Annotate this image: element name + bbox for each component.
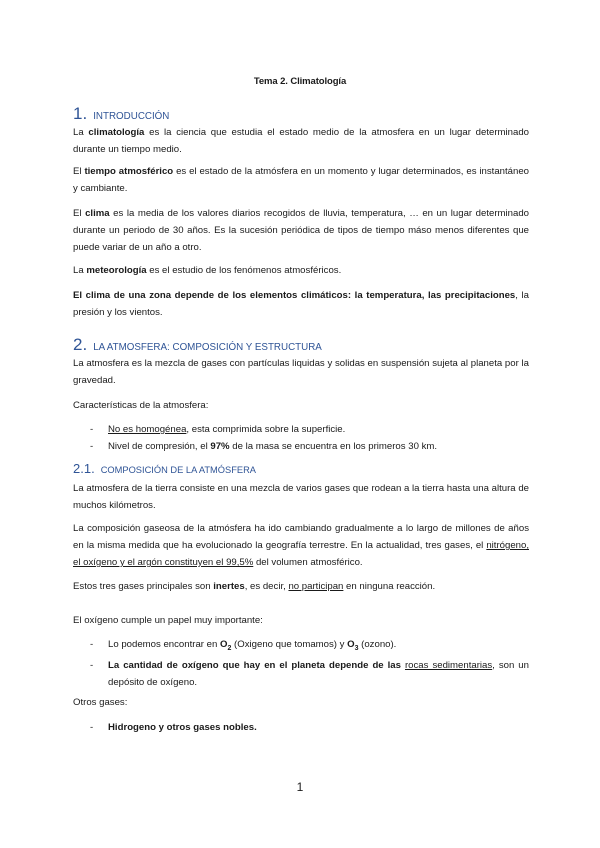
- list-caracteristicas: [73, 421, 529, 455]
- bold-term: clima: [85, 208, 110, 219]
- text: es la media de los valores diarios recogidos de lluvia, temperatura, … en un lugar determinado durante un periodo de 30 años. Es la sucesión periódica de tipos de tiempo máso menos diferentes que puede variar de un año a otro.: [73, 208, 529, 253]
- text: Otros gases:: [73, 697, 128, 708]
- text: El: [73, 208, 86, 219]
- paragraph-composicion-gaseosa: [73, 520, 529, 571]
- list-item: [73, 636, 529, 657]
- bold-text: Hidrogeno y otros gases nobles.: [108, 722, 257, 733]
- bold-term: tiempo atmosférico: [84, 166, 174, 177]
- text: (Oxigeno que tomamos) y: [231, 639, 348, 650]
- page-number: 1: [296, 780, 304, 794]
- text: , son un depósito de oxígeno.: [108, 659, 529, 688]
- list-item: [73, 438, 529, 455]
- text: La: [73, 127, 89, 138]
- text: Características de la atmosfera:: [73, 400, 209, 411]
- heading-number: 2.1.: [73, 461, 95, 476]
- paragraph-elementos-climaticos: [73, 287, 529, 321]
- heading-text: LA ATMOSFERA: COMPOSICIÓN Y ESTRUCTURA: [93, 342, 322, 353]
- text: Estos tres gases principales son: [73, 581, 214, 592]
- paragraph-tiempo-atmosferico: [73, 163, 529, 197]
- paragraph-clima: [73, 205, 529, 256]
- text: , esta comprimida sobre la superficie.: [186, 424, 346, 435]
- bold-term: O: [220, 639, 228, 650]
- text: El: [73, 166, 85, 177]
- subscript: 3: [354, 644, 359, 652]
- subscript: 2: [227, 644, 232, 652]
- heading-text: INTRODUCCIÓN: [93, 111, 170, 122]
- heading-text: COMPOSICIÓN DE LA ATMÓSFERA: [100, 465, 257, 475]
- text: Nivel de compresión, el: [108, 441, 211, 452]
- dash-bullet: -: [90, 424, 94, 435]
- bold-text: La cantidad de oxígeno que hay en el planeta depende de las: [108, 659, 405, 671]
- heading-number: 2.: [73, 335, 88, 354]
- dash-bullet: -: [90, 441, 94, 452]
- list-otros-gases: [73, 719, 529, 736]
- heading-number: 1.: [73, 104, 88, 123]
- text: La: [73, 265, 87, 276]
- dash-bullet: -: [90, 722, 94, 733]
- paragraph-gases-inertes: [73, 578, 529, 595]
- text: La atmosfera de la tierra consiste en una mezcla de varios gases que rodean a la tierra hasta una altura de muchos kilómetros.: [73, 483, 529, 511]
- underlined-text: no participan: [288, 581, 344, 592]
- text: , la presión y los vientos.: [73, 290, 529, 318]
- list-item: [73, 421, 529, 438]
- dash-bullet: -: [90, 659, 94, 671]
- bold-term: climatología: [88, 127, 145, 138]
- paragraph-otros-gases: [73, 694, 529, 711]
- underlined-text: rocas sedimentarias: [404, 659, 493, 671]
- dash-bullet: -: [90, 639, 94, 650]
- bold-text: El clima de una zona depende de los elementos climáticos: la temperatura, las precipitaciones: [73, 290, 516, 301]
- text: es el estudio de los fenómenos atmosféricos.: [146, 265, 342, 276]
- bold-term: O: [347, 639, 355, 650]
- text: La atmosfera es la mezcla de gases con partículas liquidas y solidas en suspensión sujeta al planeta por la gravedad.: [73, 358, 529, 386]
- paragraph-caracteristicas: [73, 397, 529, 414]
- text: es la ciencia que estudia el estado medio de la atmosfera en un lugar determinado durante un tiempo medio.: [73, 127, 529, 155]
- text: es el estado de la atmósfera en un momento y lugar determinados, es instantáneo y cambiante.: [73, 166, 529, 194]
- underlined-text: No es homogénea: [108, 424, 187, 435]
- paragraph-atmosfera-definicion: [73, 355, 529, 389]
- list-item: [73, 719, 529, 736]
- text: , es decir,: [244, 581, 289, 592]
- list-oxigeno: [73, 636, 529, 691]
- bold-term: inertes: [213, 581, 245, 592]
- text: del volumen atmosférico.: [253, 557, 363, 568]
- text: (ozono).: [358, 639, 397, 650]
- paragraph-mezcla-gases: [73, 480, 529, 514]
- text: La composición gaseosa de la atmósfera ha ido cambiando gradualmente a lo largo de millones de años en la misma medida que ha evolucionado la geografía terrestre. En la actualidad, tres gases, el: [73, 523, 529, 551]
- document-title: Tema 2. Climatología: [253, 76, 347, 87]
- underlined-text: nitrógeno, el oxígeno y el argón constituyen el 99,5%: [73, 540, 529, 568]
- paragraph-oxigeno: [73, 612, 529, 629]
- bold-term: meteorología: [86, 265, 147, 276]
- text: Lo podemos encontrar en: [108, 639, 221, 650]
- text: de la masa se encuentra en los primeros 30 km.: [229, 441, 438, 452]
- bold-term: 97%: [210, 441, 230, 452]
- heading-atmosfera: [73, 335, 322, 355]
- text: en ninguna reacción.: [343, 581, 436, 592]
- list-item: [73, 657, 529, 691]
- text: El oxígeno cumple un papel muy importante:: [73, 615, 263, 626]
- paragraph-climatologia: [73, 124, 529, 158]
- heading-introduccion: [73, 104, 169, 124]
- heading-composicion: [73, 461, 256, 476]
- paragraph-meteorologia: [73, 262, 529, 279]
